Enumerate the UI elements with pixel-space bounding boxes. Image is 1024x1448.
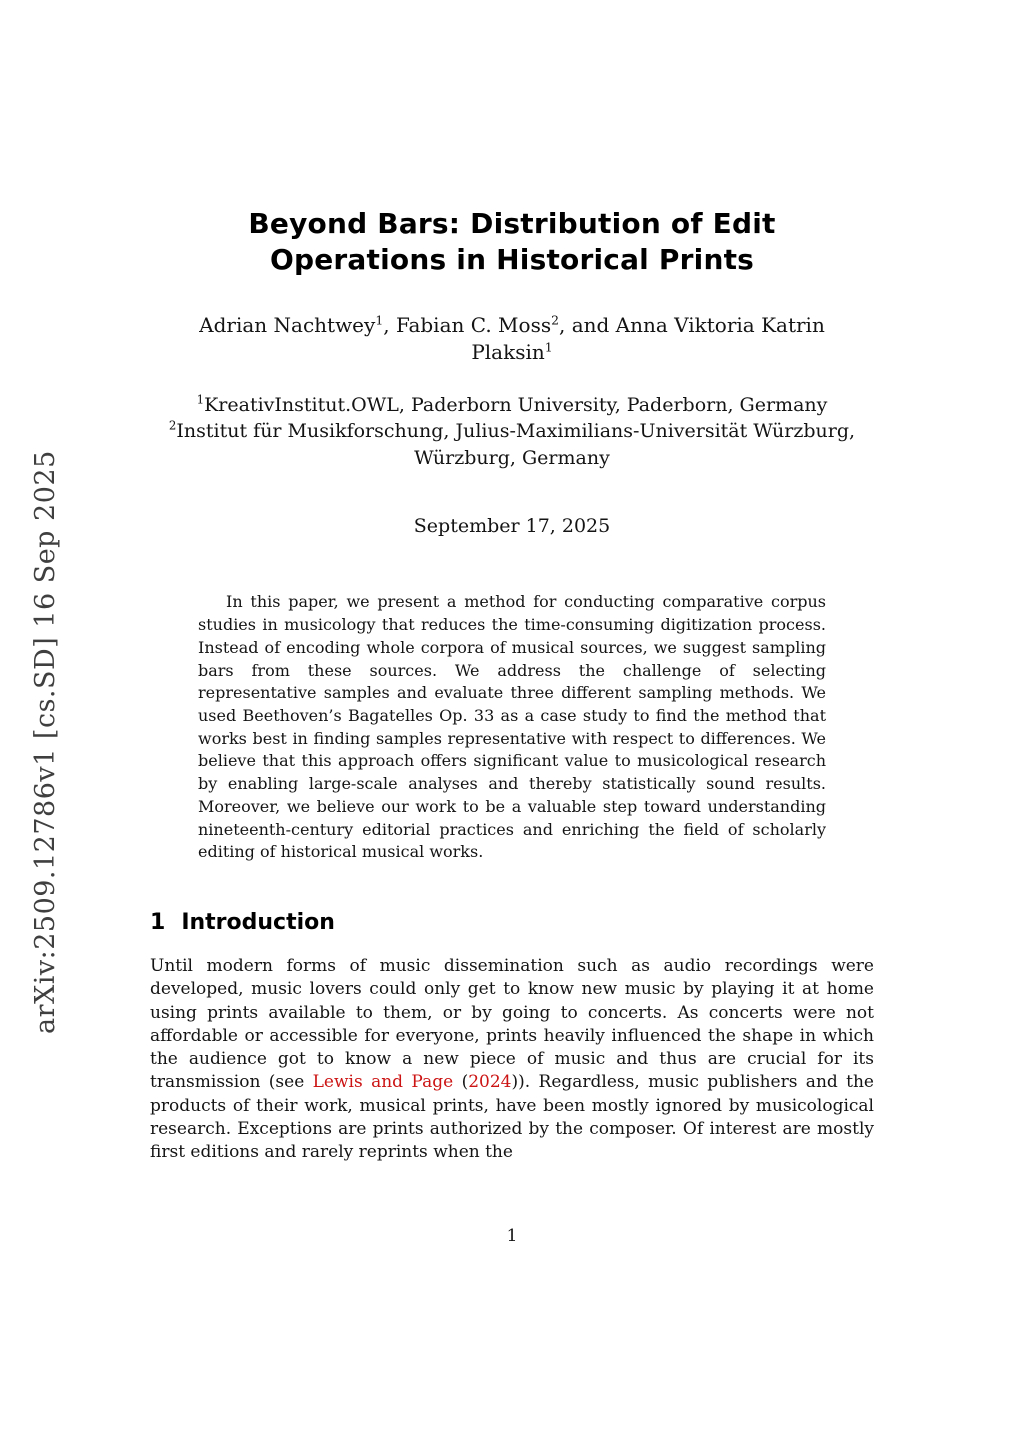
affiliation-2-text: Institut für Musikforschung, Julius-Maximilians-Universität Würzburg, Würzburg, Germany <box>176 420 856 469</box>
author-2-affiliation-mark: 2 <box>551 312 559 327</box>
page-number: 1 <box>506 1226 518 1246</box>
paper-date: September 17, 2025 <box>413 515 611 538</box>
section-title: Introduction <box>181 910 335 936</box>
section-number: 1 <box>150 910 166 936</box>
author-3-affiliation-mark: 1 <box>544 339 553 354</box>
affiliation-2 <box>150 418 874 471</box>
affiliation-1 <box>150 392 874 419</box>
author-2: Fabian C. Moss <box>395 312 552 337</box>
section-heading-introduction <box>150 910 874 935</box>
citation-link-2024[interactable]: 2024 <box>468 1072 512 1093</box>
abstract-paragraph: In this paper, we present a method for conducting comparative corpus studies in musicology that reduces the time-consuming digitization process. Instead of encoding whole corpora of musical sources, we suggest sampling bars from these sources. We address the challenge of selecting representative samples and evaluate three different sampling methods. We used Beethoven’s Bagatelles Op. 33 as a case study to find the method that works best in finding samples representative with respect to differences. We believe that this approach offers significant value to musicological research by enabling large-scale analyses and thereby statistically sound results. Moreover, we believe our work to be a valuable step toward understanding nineteenth-century editorial practices and enriching the field of scholarly editing of historical musical works. <box>198 592 826 862</box>
authors-separator-2: , and <box>558 312 616 337</box>
author-1: Adrian Nachtwey <box>199 312 376 337</box>
affiliations <box>150 392 874 472</box>
citation-link-lewis-and-page[interactable]: Lewis and Page <box>312 1072 454 1093</box>
intro-text-3: )). Regardless, music publishers and the products of their work, musical prints, have been mostly ignored by musicological research. Exceptions are prints authorized by the composer. Of interest are mostly first editions and rarely reprints when the <box>150 1072 874 1163</box>
title-line-1: Beyond Bars: Distribution of Edit <box>248 207 776 240</box>
affiliation-1-text: KreativInstitut.OWL, Paderborn University, Paderborn, Germany <box>204 393 828 416</box>
author-3: Anna Viktoria Katrin Plaksin <box>471 312 825 364</box>
arxiv-watermark: arXiv:2509.12786v1 [cs.SD] 16 Sep 2025 <box>30 450 61 1034</box>
authors-separator-1: , <box>383 312 396 337</box>
paper-content <box>150 0 874 1165</box>
affiliation-2-mark: 2 <box>168 418 177 433</box>
intro-text-2: ( <box>453 1072 469 1093</box>
author-1-affiliation-mark: 1 <box>375 312 384 327</box>
affiliation-1-mark: 1 <box>196 392 205 407</box>
intro-paragraph <box>150 955 874 1165</box>
intro-text-1: Until modern forms of music dissemination such as audio recordings were developed, music lovers could only get to know new music by playing it at home using prints available to them, or by going to concerts. As concerts were not affordable or accessible for everyone, prints heavily influenced the shape in which the audience got to know a new piece of music and thus are crucial for its transmission (see <box>150 956 874 1093</box>
title-line-2: Operations in Historical Prints <box>269 242 755 276</box>
authors-line <box>167 312 857 366</box>
paper-title <box>150 206 874 278</box>
